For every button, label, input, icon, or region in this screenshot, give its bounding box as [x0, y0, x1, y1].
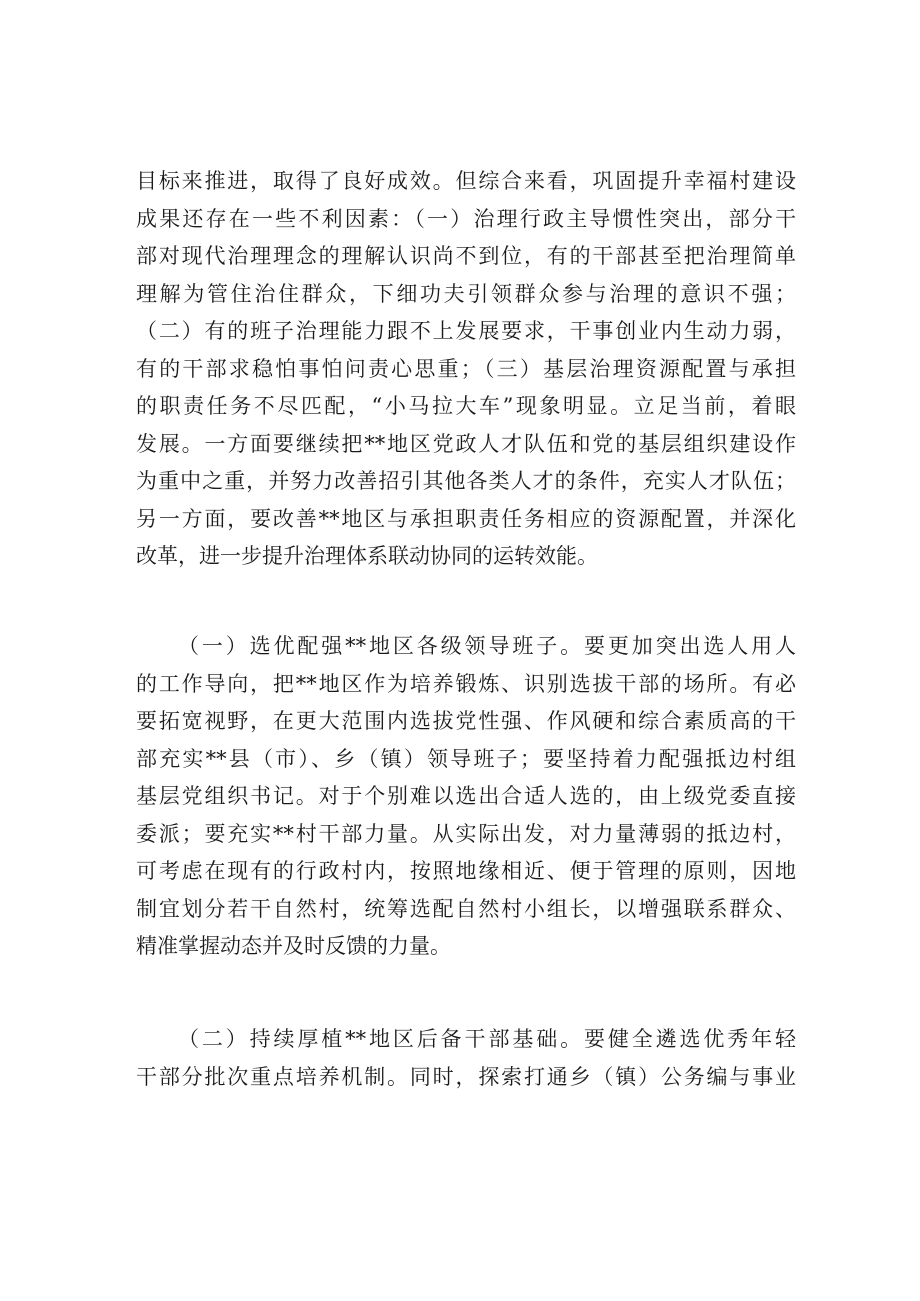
text-line: 委派；要充实**村干部力量。从实际出发，对力量薄弱的抵边村， [136, 821, 796, 846]
text-line: 另一方面，要改善**地区与承担职责任务相应的资源配置，并深化 [136, 506, 796, 531]
paragraph-1 [136, 163, 796, 576]
text-line: 有的干部求稳怕事怕问责心思重；（三）基层治理资源配置与承担 [136, 356, 796, 381]
text-line: （二）持续厚植**地区后备干部基础。要健全遴选优秀年轻 [178, 1027, 796, 1051]
text-line: 的工作导向，把**地区作为培养锻炼、识别选拔干部的场所。有必 [136, 671, 796, 696]
text-line: （一）选优配强**地区各级领导班子。要更加突出选人用人 [178, 634, 796, 658]
text-line: 制宜划分若干自然村，统筹选配自然村小组长，以增强联系群众、 [136, 896, 796, 921]
text-line: 精准掌握动态并及时反馈的力量。 [136, 934, 451, 958]
text-line: 改革，进一步提升治理体系联动协同的运转效能。 [136, 544, 598, 568]
text-line: （二）有的班子治理能力跟不上发展要求，干事创业内生动力弱， [136, 319, 796, 343]
text-line: 成果还存在一些不利因素：（一）治理行政主导惯性突出，部分干 [136, 206, 796, 231]
paragraph-3 [136, 1021, 796, 1096]
text-line: 的职责任务不尽匹配，“小马拉大车”现象明显。立足当前，着眼 [136, 394, 796, 418]
text-line: 发展。一方面要继续把**地区党政人才队伍和党的基层组织建设作 [136, 431, 796, 456]
text-line: 为重中之重，并努力改善招引其他各类人才的条件，充实人才队伍； [136, 469, 796, 493]
text-line: 基层党组织书记。对于个别难以选出合适人选的，由上级党委直接 [136, 784, 796, 808]
text-line: 部充实**县（市）、乡（镇）领导班子；要坚持着力配强抵边村组 [136, 746, 796, 771]
text-line: 理解为管住治住群众，下细功夫引领群众参与治理的意识不强； [136, 281, 796, 306]
text-line: 要拓宽视野，在更大范围内选拔党性强、作风硬和综合素质高的干 [136, 709, 796, 733]
text-line: 可考虑在现有的行政村内，按照地缘相近、便于管理的原则，因地 [136, 859, 796, 883]
paragraph-2 [136, 628, 796, 966]
text-line: 干部分批次重点培养机制。同时，探索打通乡（镇）公务编与事业 [136, 1064, 796, 1089]
text-line: 部对现代治理理念的理解认识尚不到位，有的干部甚至把治理简单 [136, 244, 796, 268]
text-line: 目标来推进，取得了良好成效。但综合来看，巩固提升幸福村建设 [136, 169, 796, 193]
